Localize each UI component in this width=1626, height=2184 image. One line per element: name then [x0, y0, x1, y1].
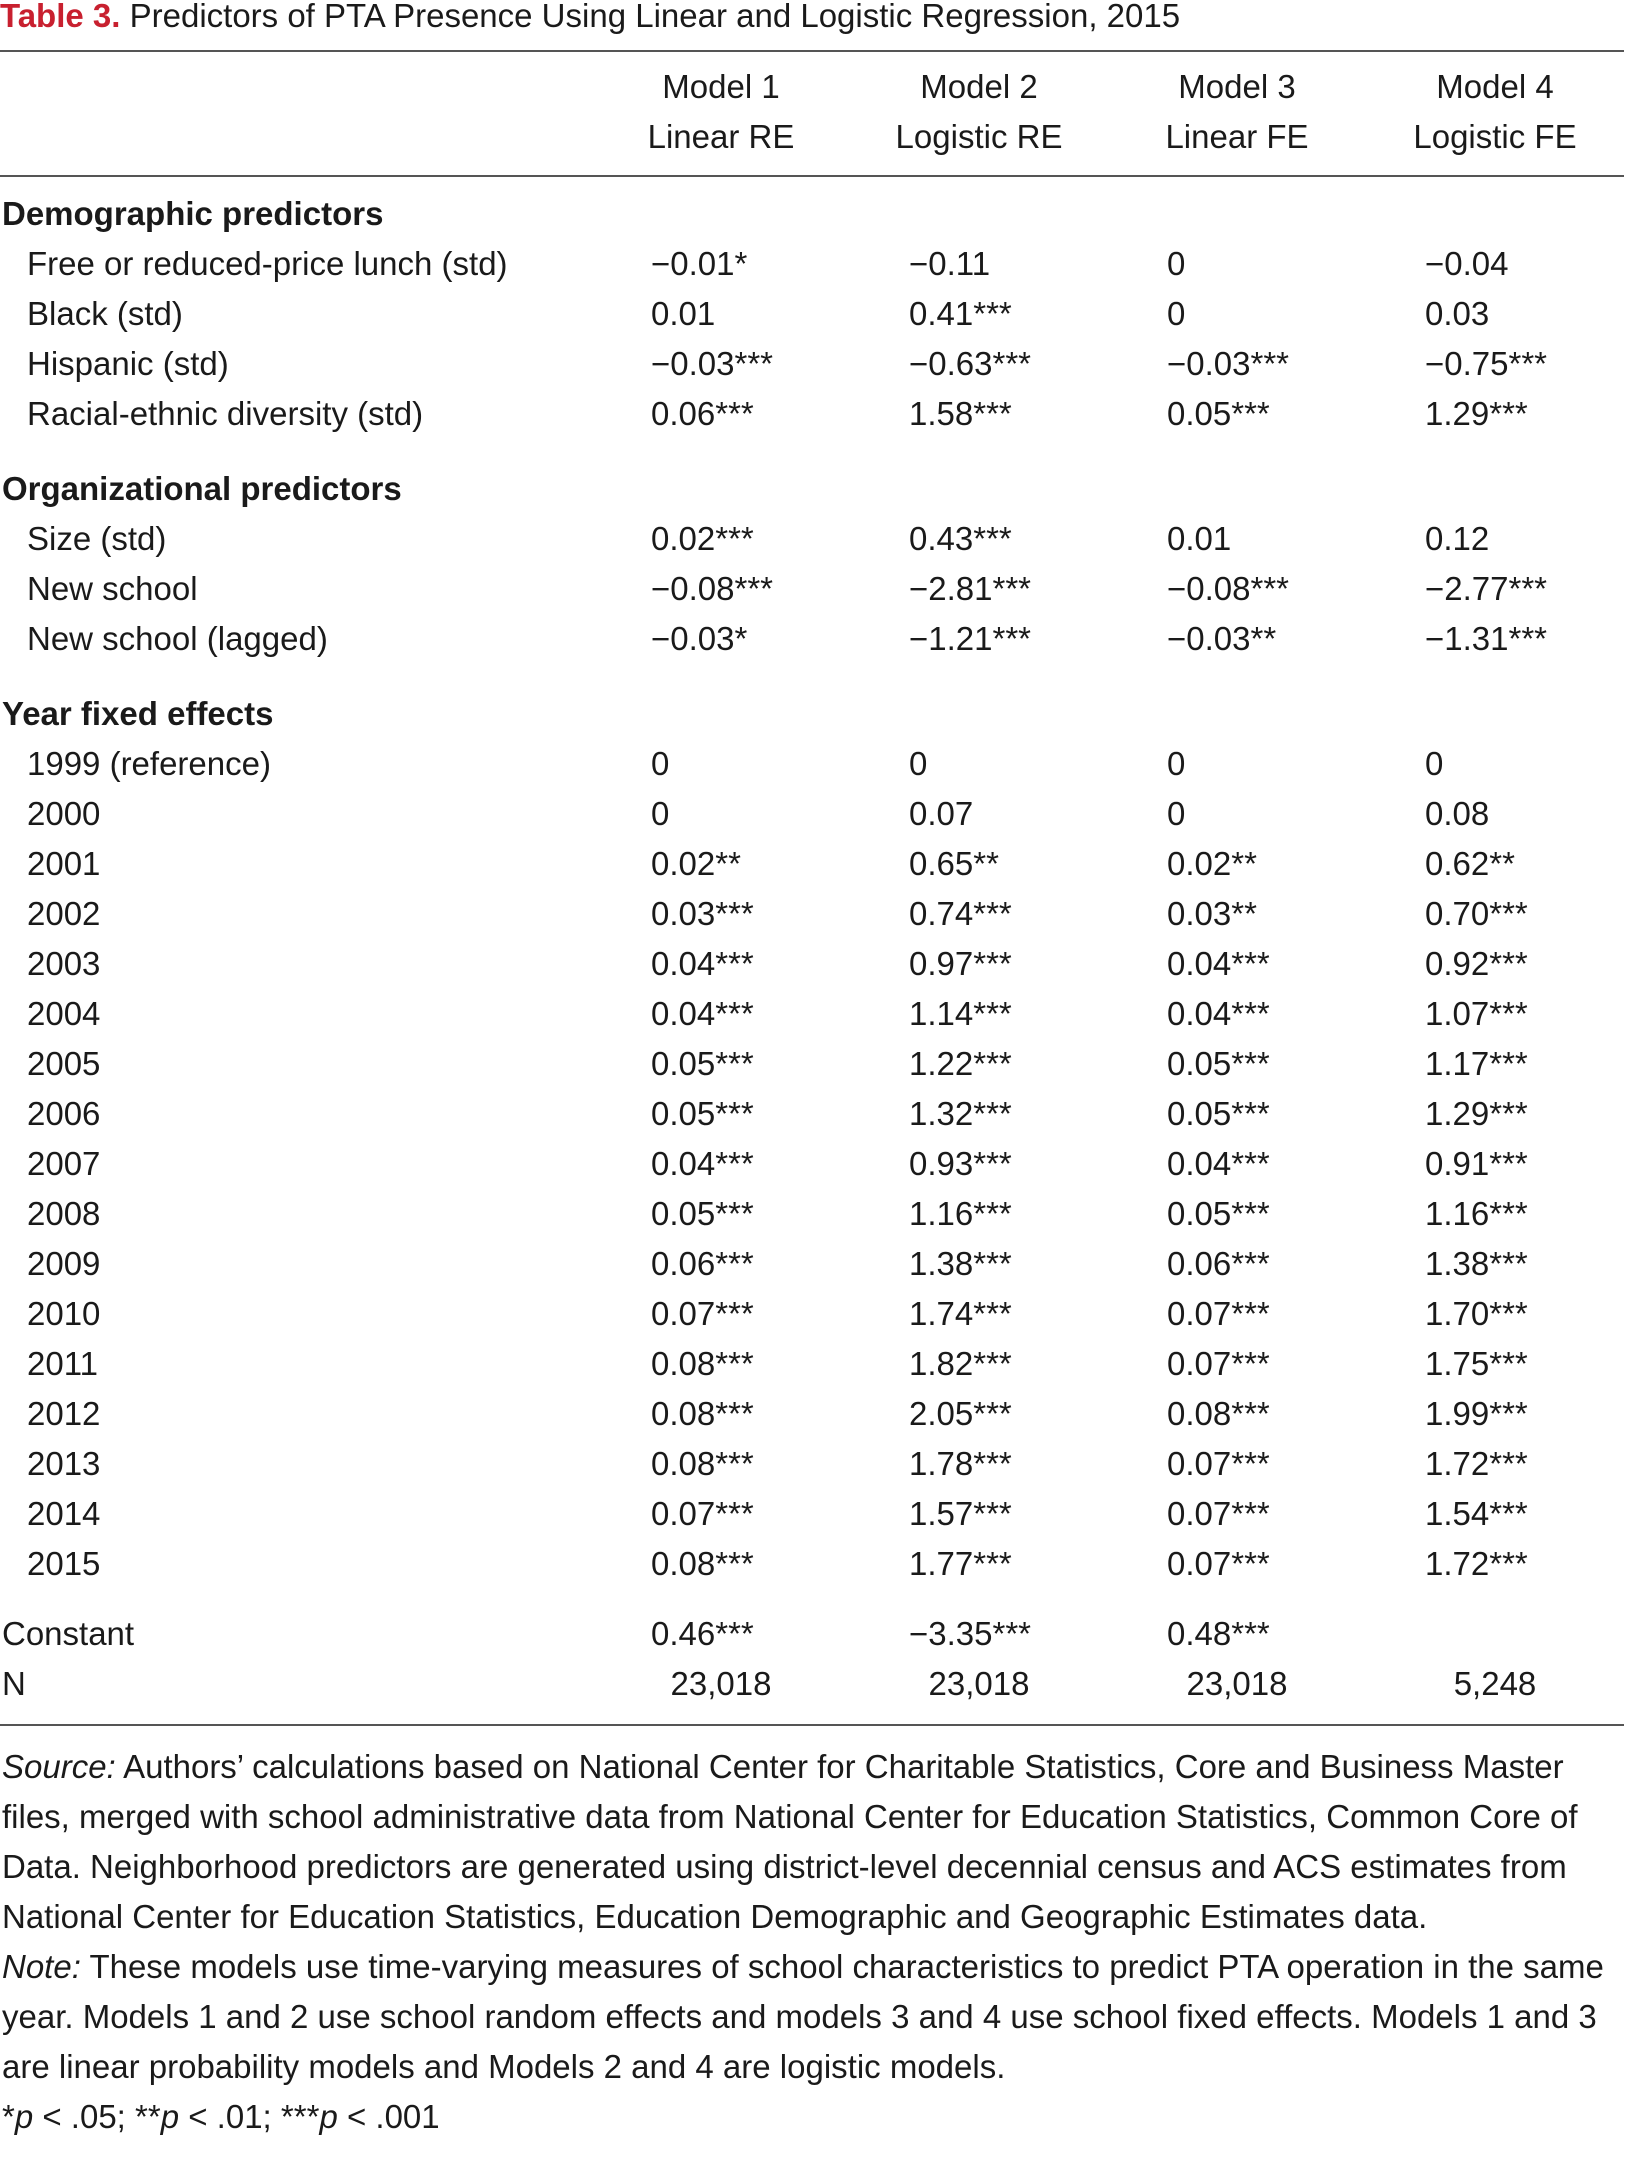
table-title [0, 0, 1180, 34]
table-cell: 0 [1425, 745, 1444, 782]
table-cell: 0 [1167, 295, 1186, 332]
table-cell: 0 [1167, 245, 1186, 282]
table-cell: 0.03** [1167, 895, 1257, 932]
top-rule [0, 50, 1624, 52]
table-cell: 0.06*** [651, 395, 754, 432]
table-cell: 1.78*** [909, 1445, 1012, 1482]
table-cell: 1.38*** [909, 1245, 1012, 1282]
header-model-3: Model 3 Linear FE [1165, 68, 1309, 155]
table-cell: −0.04 [1425, 245, 1509, 282]
row-label: 1999 (reference) [27, 745, 271, 782]
section-heading: Demographic predictors [2, 195, 384, 232]
n-cell: 5,248 [1453, 1665, 1537, 1702]
n-cell: 23,018 [1186, 1665, 1288, 1702]
table-cell: −0.08*** [1167, 570, 1290, 607]
table-cell: −0.08*** [651, 570, 774, 607]
table-cell: 0.05*** [1167, 1045, 1270, 1082]
table-cell: 1.16*** [1425, 1195, 1528, 1232]
table-cell: −0.03** [1167, 620, 1277, 657]
table-cell: 0.04*** [651, 1145, 754, 1182]
table-cell: 0.07*** [1167, 1495, 1270, 1532]
table-cell: −0.11 [909, 245, 991, 282]
table-cell: 0.07*** [651, 1295, 754, 1332]
table-cell: 0.05*** [651, 1045, 754, 1082]
model-note: Note: These models use time-varying measures of school characteristics to predict PTA operation in the same year. Models 1 and 2 use school random effects and models 3 and 4 use school fixed effects. Models 1 and 3 are linear probability models and Models 2 and 4 are logistic models. [2, 1948, 1604, 2085]
table-cell: 0.04*** [651, 945, 754, 982]
table-cell: 0 [1167, 745, 1186, 782]
header-model-1: Model 1 Linear RE [647, 68, 795, 155]
row-label: Black (std) [27, 295, 183, 332]
table-cell: 0.91*** [1425, 1145, 1528, 1182]
table-number: Table 3. [0, 0, 121, 34]
table-cell: 1.16*** [909, 1195, 1012, 1232]
table-cell: 0.04*** [1167, 1145, 1270, 1182]
header-model-2: Model 2 Logistic RE [895, 68, 1063, 155]
row-label: 2000 [27, 795, 101, 832]
table-cell: 0.05*** [1167, 1195, 1270, 1232]
table-cell: 0.04*** [651, 995, 754, 1032]
table-cell: 2.05*** [909, 1395, 1012, 1432]
table-cell: −1.31*** [1425, 620, 1548, 657]
row-label: 2013 [27, 1445, 101, 1482]
table-cell: 1.70*** [1425, 1295, 1528, 1332]
table-cell: 1.74*** [909, 1295, 1012, 1332]
table-cell: 0.05*** [651, 1095, 754, 1132]
table-cell: 0.07*** [1167, 1295, 1270, 1332]
table-cell: 0.74*** [909, 895, 1012, 932]
table-cell: 1.58*** [909, 395, 1012, 432]
table-cell: 1.29*** [1425, 395, 1528, 432]
row-label: 2012 [27, 1395, 101, 1432]
row-label: 2007 [27, 1145, 101, 1182]
table-cell: 0.06*** [1167, 1245, 1270, 1282]
table-cell: 1.57*** [909, 1495, 1012, 1532]
table-cell: 0.03*** [651, 895, 754, 932]
table-cell: −0.03*** [651, 345, 774, 382]
row-label: 2014 [27, 1495, 101, 1532]
table-cell: 1.75*** [1425, 1345, 1528, 1382]
row-label: 2001 [27, 845, 101, 882]
table-cell: 1.72*** [1425, 1445, 1528, 1482]
row-label: 2009 [27, 1245, 101, 1282]
table-cell: 1.38*** [1425, 1245, 1528, 1282]
table-cell: 0.05*** [1167, 1095, 1270, 1132]
table-cell: −0.75*** [1425, 345, 1548, 382]
table-cell: 1.22*** [909, 1045, 1012, 1082]
table-cell: 0.41*** [909, 295, 1012, 332]
table-cell: 0.04*** [1167, 995, 1270, 1032]
table-cell: 0 [909, 745, 928, 782]
table-cell: 1.32*** [909, 1095, 1012, 1132]
constant-cell: 0.46*** [651, 1615, 754, 1652]
table-cell: 0.01 [1167, 520, 1232, 557]
table-cell: 1.29*** [1425, 1095, 1528, 1132]
table-cell: 1.14*** [909, 995, 1012, 1032]
table-cell: −0.03*** [1167, 345, 1290, 382]
table-cell: 0.07*** [1167, 1345, 1270, 1382]
table-cell: 0.08*** [651, 1445, 754, 1482]
row-label: Hispanic (std) [27, 345, 229, 382]
row-label: 2008 [27, 1195, 101, 1232]
table-cell: 0.08*** [1167, 1395, 1270, 1432]
row-label: Free or reduced-price lunch (std) [27, 245, 508, 282]
table-cell: 0.08*** [651, 1545, 754, 1582]
n-label: N [2, 1665, 26, 1702]
row-label: Size (std) [27, 520, 167, 557]
row-label: 2004 [27, 995, 101, 1032]
row-label: New school (lagged) [27, 620, 328, 657]
row-label: 2011 [27, 1345, 98, 1382]
table-cell: 0.62** [1425, 845, 1515, 882]
constant-cell: 0.48*** [1167, 1615, 1270, 1652]
table-notes [2, 1742, 1622, 2142]
table-cell: 1.77*** [909, 1545, 1012, 1582]
table-cell: 0.07 [909, 795, 974, 832]
table-cell: −0.03* [651, 620, 748, 657]
table-cell: 0.02*** [651, 520, 754, 557]
table-cell: 1.82*** [909, 1345, 1012, 1382]
table-cell: 0.07*** [651, 1495, 754, 1532]
table-cell: 0.02** [1167, 845, 1257, 882]
source-note: Source: Authors’ calculations based on National Center for Charitable Statistics, Core and Business Master files, merged with school administrative data from National Center for Education Statistics, Common Core of Data. Neighborhood predictors are generated using district-level decennial census and ACS estimates from National Center for Education Statistics, Education Demographic and Geographic Estimates data. [2, 1748, 1578, 1935]
n-cell: 23,018 [928, 1665, 1030, 1702]
significance-note: *p < .05; **p < .01; ***p < .001 [2, 2098, 440, 2135]
table-cell: −0.63*** [909, 345, 1032, 382]
table-cell: 1.07*** [1425, 995, 1528, 1032]
table-cell: 0.93*** [909, 1145, 1012, 1182]
constant-cell: −3.35*** [909, 1615, 1032, 1652]
row-label: 2015 [27, 1545, 101, 1582]
row-label: New school [27, 570, 198, 607]
section-heading: Organizational predictors [2, 470, 402, 507]
table-cell: −1.21*** [909, 620, 1032, 657]
table-cell: 0.97*** [909, 945, 1012, 982]
table-cell: −2.81*** [909, 570, 1032, 607]
table-cell: 1.99*** [1425, 1395, 1528, 1432]
table-cell: 0.43*** [909, 520, 1012, 557]
table-cell: 0.07*** [1167, 1445, 1270, 1482]
table-cell: 1.72*** [1425, 1545, 1528, 1582]
table-cell: 1.17*** [1425, 1045, 1528, 1082]
table-cell: 0.08 [1425, 795, 1490, 832]
row-label: Racial-ethnic diversity (std) [27, 395, 424, 432]
bottom-rule [0, 1724, 1624, 1726]
table-cell: 0 [1167, 795, 1186, 832]
table-cell: −2.77*** [1425, 570, 1548, 607]
n-cell: 23,018 [670, 1665, 772, 1702]
constant-label: Constant [2, 1615, 135, 1652]
table-cell: 0 [651, 745, 670, 782]
table-cell: 0.01 [651, 295, 716, 332]
table-cell: 0.04*** [1167, 945, 1270, 982]
table-cell: 1.54*** [1425, 1495, 1528, 1532]
table-cell: 0.02** [651, 845, 741, 882]
table-cell: 0 [651, 795, 670, 832]
header-model-4: Model 4 Logistic FE [1413, 68, 1577, 155]
table-cell: 0.05*** [1167, 395, 1270, 432]
table-cell: 0.12 [1425, 520, 1490, 557]
row-label: 2003 [27, 945, 101, 982]
row-label: 2005 [27, 1045, 101, 1082]
row-label: 2006 [27, 1095, 101, 1132]
table-cell: 0.08*** [651, 1345, 754, 1382]
table-cell: 0.92*** [1425, 945, 1528, 982]
table-cell: −0.01* [651, 245, 748, 282]
table-cell: 0.06*** [651, 1245, 754, 1282]
table-cell: 0.03 [1425, 295, 1490, 332]
table-cell: 0.05*** [651, 1195, 754, 1232]
table-cell: 0.07*** [1167, 1545, 1270, 1582]
table-cell: 0.08*** [651, 1395, 754, 1432]
table-cell: 0.70*** [1425, 895, 1528, 932]
table-caption: Predictors of PTA Presence Using Linear and Logistic Regression, 2015 [129, 0, 1181, 34]
table-cell: 0.65** [909, 845, 999, 882]
section-heading: Year fixed effects [2, 695, 274, 732]
row-label: 2002 [27, 895, 101, 932]
row-label: 2010 [27, 1295, 101, 1332]
header-rule [0, 175, 1624, 177]
